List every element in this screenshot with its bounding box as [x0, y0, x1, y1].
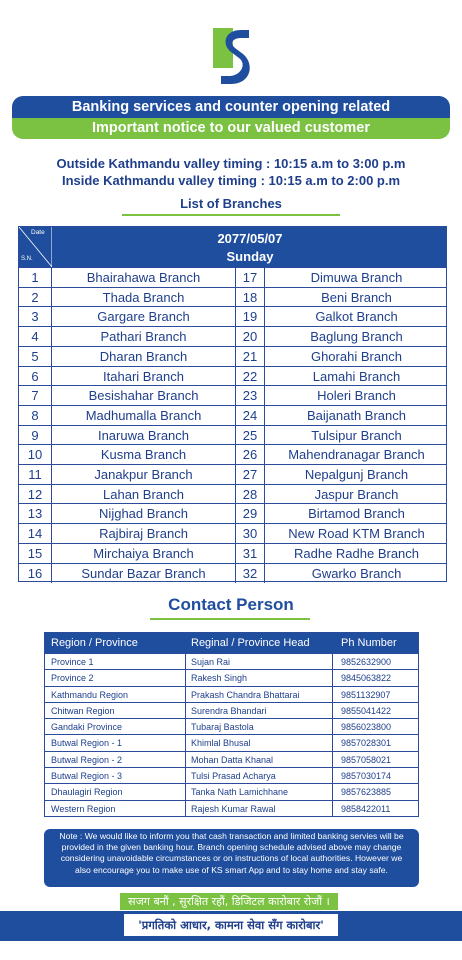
region-name: Butwal Region - 1 — [51, 738, 123, 749]
branch-name: Lamahi Branch — [312, 368, 401, 384]
serial-number: 15 — [19, 544, 52, 564]
region-name: Province 1 — [51, 657, 94, 667]
head-name: Prakash Chandra Bhattarai — [191, 689, 300, 700]
table-row — [45, 767, 418, 783]
serial-number: 28 — [236, 485, 265, 505]
table-row — [19, 326, 446, 346]
phone-number: 9856023800 — [341, 722, 392, 733]
table-row — [19, 484, 446, 504]
table-row — [45, 734, 418, 750]
table-row — [19, 425, 446, 445]
head-name: Rajesh Kumar Rawal — [191, 803, 276, 814]
branch-name: Mirchaiya Branch — [52, 544, 236, 564]
table-row — [45, 783, 418, 799]
timing-outside-valley: Outside Kathmandu valley timing : 10:15 a.m to 3:00 p.m — [56, 156, 406, 171]
serial-number: 27 — [236, 465, 265, 485]
head-name: Tulsi Prasad Acharya — [191, 771, 276, 782]
phone-number: 9858422011 — [341, 803, 391, 814]
contact-table — [44, 632, 419, 817]
serial-number: 25 — [236, 426, 265, 446]
table-row — [19, 346, 446, 366]
branch-name: Jaspur Branch — [314, 486, 399, 502]
table-row — [19, 563, 446, 583]
table-row — [19, 405, 446, 425]
serial-number: 30 — [236, 524, 265, 544]
branch-name: Lahan Branch — [52, 485, 236, 505]
head-name: Tubaraj Bastola — [191, 722, 254, 733]
phone-number: 9855041422 — [341, 705, 392, 716]
timing-inside-valley: Inside Kathmandu valley timing : 10:15 a.m to 2:00 p.m — [61, 173, 401, 188]
region-name: Butwal Region - 2 — [51, 754, 123, 765]
branch-name: Ghorahi Branch — [310, 348, 403, 364]
branch-name: Galkot Branch — [315, 309, 398, 325]
serial-number: 29 — [236, 504, 265, 524]
branch-name: Baijanath Branch — [306, 407, 406, 423]
branch-name: Janakpur Branch — [52, 465, 236, 485]
serial-number: 2 — [19, 288, 52, 308]
region-name: Province 2 — [51, 673, 94, 684]
serial-number: 20 — [236, 327, 265, 347]
head-name: Surendra Bhandari — [191, 705, 267, 716]
corner-sn-label: S.N. — [21, 256, 33, 262]
serial-number: 7 — [19, 386, 52, 406]
branch-name: Itahari Branch — [52, 367, 236, 387]
serial-number: 10 — [19, 445, 52, 465]
branch-name: Besishahar Branch — [52, 386, 236, 406]
region-name: Dhaulagiri Region — [51, 787, 123, 798]
table-row — [19, 503, 446, 523]
serial-number: 19 — [236, 307, 265, 327]
phone-number: 9845063822 — [341, 673, 392, 684]
table-row — [45, 653, 418, 669]
branch-name: Kusma Branch — [52, 445, 236, 465]
serial-number: 32 — [236, 564, 265, 584]
serial-number: 8 — [19, 406, 52, 426]
region-name: Western Region — [51, 803, 116, 814]
contact-table-header — [45, 633, 418, 653]
banner-title: Banking services and counter opening related — [12, 96, 450, 118]
ks-logo-icon — [211, 26, 253, 88]
table-row — [19, 306, 446, 326]
schedule-day: Sunday — [226, 249, 274, 264]
table-row — [19, 464, 446, 484]
region-name: Butwal Region - 3 — [51, 771, 123, 782]
head-name: Mohan Datta Khanal — [191, 754, 274, 765]
serial-number: 14 — [19, 524, 52, 544]
branch-name: Baglung Branch — [310, 329, 403, 345]
footer-slogan: 'प्रगतिको आधार, कामना सेवा सँग कारोबार' — [124, 914, 338, 936]
table-row — [45, 669, 418, 685]
branch-name: Mahendranagar Branch — [288, 447, 425, 463]
branch-name: Rajbiraj Branch — [52, 524, 236, 544]
head-name: Tanka Nath Lamichhane — [191, 787, 289, 798]
branch-name: Pathari Branch — [52, 327, 236, 347]
header-head: Reginal / Province Head — [191, 637, 310, 649]
branch-name: Radhe Radhe Branch — [293, 545, 420, 561]
serial-number: 18 — [236, 288, 265, 308]
branch-name: Sundar Bazar Branch — [52, 564, 236, 584]
branch-name: Beni Branch — [321, 289, 392, 305]
serial-number: 1 — [19, 268, 52, 288]
serial-number: 21 — [236, 347, 265, 367]
divider — [150, 618, 310, 620]
serial-number: 26 — [236, 445, 265, 465]
branch-table — [18, 226, 447, 582]
serial-number: 24 — [236, 406, 265, 426]
branch-name: Dimuwa Branch — [310, 270, 403, 285]
table-row — [45, 702, 418, 718]
table-row — [19, 366, 446, 386]
serial-number: 11 — [19, 465, 52, 485]
branch-name: Inaruwa Branch — [52, 426, 236, 446]
head-name: Khimlal Bhusal — [191, 738, 251, 749]
region-name: Gandaki Province — [51, 722, 123, 733]
serial-number: 5 — [19, 347, 52, 367]
table-row — [19, 543, 446, 563]
branch-name: New Road KTM Branch — [288, 526, 425, 542]
branch-name: Gwarko Branch — [311, 565, 402, 581]
branch-name: Thada Branch — [52, 288, 236, 308]
table-row — [19, 523, 446, 543]
branch-name: Bhairahawa Branch — [52, 268, 236, 288]
serial-number: 3 — [19, 307, 52, 327]
branch-name: Birtamod Branch — [308, 506, 405, 522]
serial-number: 31 — [236, 544, 265, 564]
banner-subtitle: Important notice to our valued customer — [12, 118, 450, 139]
branch-table-header — [19, 227, 446, 267]
phone-number: 9857028301 — [341, 738, 392, 749]
phone-number: 9857058021 — [341, 754, 392, 765]
safety-message: सजग बनौं , सुरक्षित रहौं, डिजिटल कारोबार रोजौं । — [120, 893, 338, 910]
table-row — [45, 751, 418, 767]
phone-number: 9857030174 — [341, 771, 392, 782]
region-name: Kathmandu Region — [51, 689, 129, 700]
region-name: Chitwan Region — [51, 705, 115, 716]
head-name: Rakesh Singh — [191, 673, 248, 684]
branch-name: Dharan Branch — [52, 347, 236, 367]
notice-text: Note : We would like to inform you that cash transaction and limited banking servies will be provided in the given banking hour. Branch opening schedule advised above may change considering unavoidable circumstances or on instructions of local authorities. However we also encourage you to make use of KS smart App and to stay home and stay safe. — [44, 829, 419, 887]
phone-number: 9857623885 — [341, 787, 392, 798]
serial-number: 16 — [19, 564, 52, 584]
serial-number: 4 — [19, 327, 52, 347]
branch-list-title: List of Branches — [180, 196, 282, 211]
contact-rows — [45, 653, 418, 816]
branch-name: Nepalgunj Branch — [304, 467, 409, 482]
branch-name: Holeri Branch — [317, 388, 396, 404]
schedule-date: 2077/05/07 — [217, 231, 283, 246]
table-row — [19, 267, 446, 287]
branch-name: Nijghad Branch — [52, 504, 236, 524]
serial-number: 6 — [19, 367, 52, 387]
table-row — [19, 287, 446, 307]
corner-date-label: Date — [31, 229, 45, 236]
header-phone: Ph Number — [341, 637, 397, 649]
head-name: Sujan Rai — [191, 657, 231, 667]
serial-number: 13 — [19, 504, 52, 524]
table-row — [45, 800, 418, 816]
table-row — [19, 444, 446, 464]
table-row — [19, 385, 446, 405]
table-row — [45, 686, 418, 702]
table-row — [45, 718, 418, 734]
serial-number: 23 — [236, 386, 265, 406]
branch-name: Madhumalla Branch — [52, 406, 236, 426]
branch-name: Gargare Branch — [52, 307, 236, 327]
header-region: Region / Province — [51, 637, 138, 649]
serial-number: 17 — [236, 268, 265, 288]
divider — [122, 214, 340, 216]
serial-number: 12 — [19, 485, 52, 505]
serial-number: 22 — [236, 367, 265, 387]
contact-title: Contact Person — [168, 595, 294, 614]
phone-number: 9851132907 — [341, 689, 391, 700]
branch-name: Tulsipur Branch — [311, 427, 402, 443]
serial-number: 9 — [19, 426, 52, 446]
phone-number: 9852632900 — [341, 657, 392, 667]
